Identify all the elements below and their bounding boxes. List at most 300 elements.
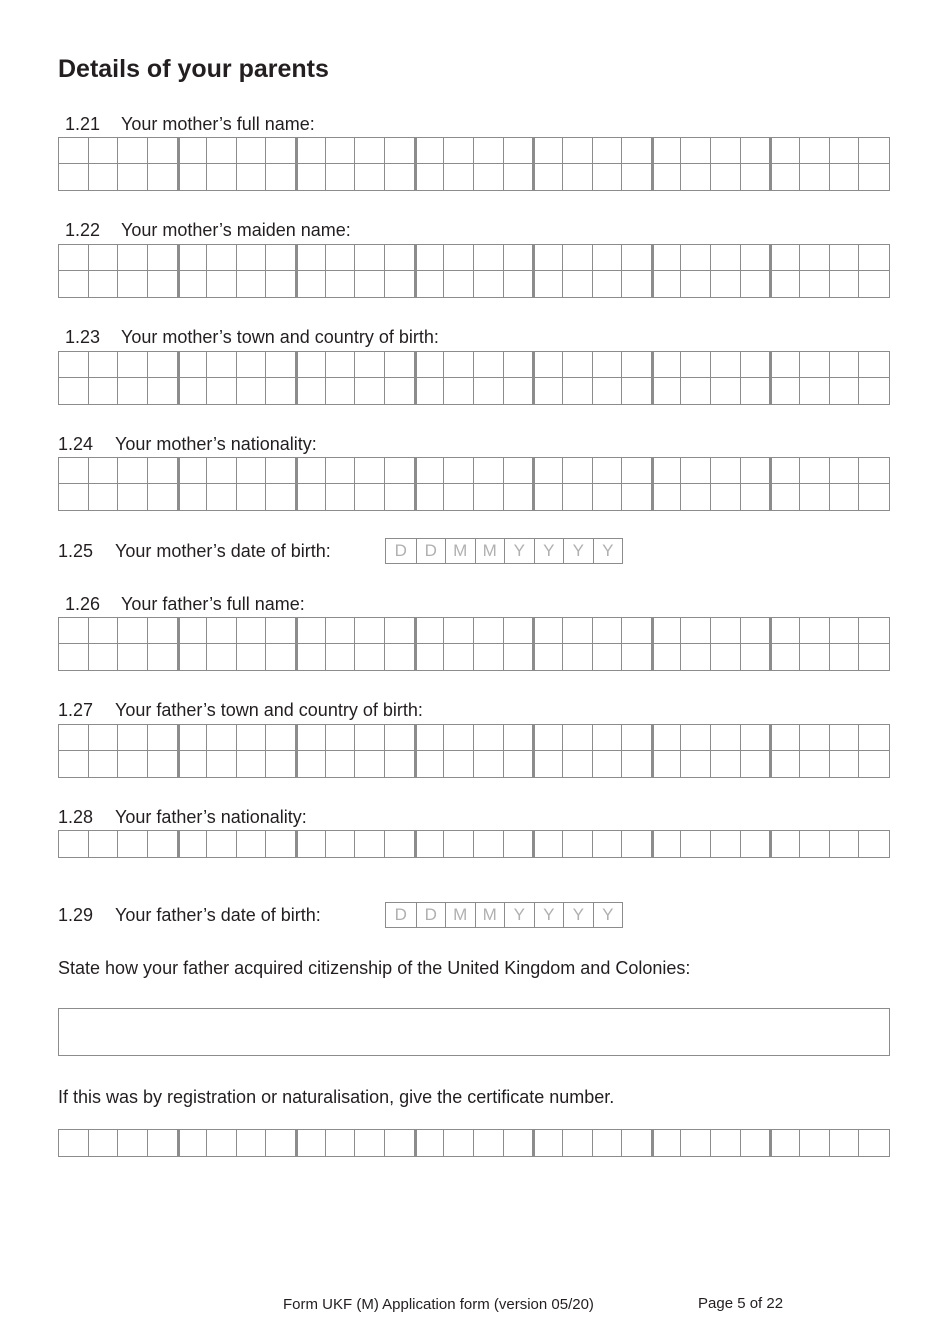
character-box[interactable] [385,271,415,297]
character-box[interactable] [326,644,356,670]
character-box[interactable] [118,271,148,297]
character-box[interactable] [385,725,415,751]
character-box[interactable] [474,831,504,857]
character-box[interactable] [266,164,296,190]
character-box[interactable] [415,458,445,484]
character-box[interactable] [711,751,741,777]
character-box[interactable] [296,644,326,670]
character-box[interactable] [563,644,593,670]
character-box[interactable] [118,484,148,510]
character-box[interactable] [622,164,652,190]
character-box[interactable] [800,164,830,190]
character-box[interactable] [207,644,237,670]
character-box[interactable] [563,138,593,164]
character-box[interactable] [148,164,178,190]
character-box[interactable] [593,458,623,484]
character-box[interactable] [59,164,89,190]
character-box[interactable] [830,1130,860,1156]
character-box[interactable] [830,378,860,404]
character-box[interactable] [681,751,711,777]
character-box[interactable] [533,725,563,751]
character-box[interactable] [415,618,445,644]
character-box[interactable] [148,271,178,297]
character-box[interactable] [59,138,89,164]
character-box[interactable] [622,618,652,644]
character-box[interactable] [326,164,356,190]
character-box[interactable] [59,618,89,644]
character-box[interactable] [622,751,652,777]
date-digit-box[interactable]: D [416,903,446,927]
character-box[interactable] [207,245,237,271]
character-box[interactable] [326,618,356,644]
character-box[interactable] [681,725,711,751]
character-box[interactable] [711,831,741,857]
character-box[interactable] [148,378,178,404]
character-box[interactable] [59,644,89,670]
character-box[interactable] [741,378,771,404]
character-box[interactable] [622,245,652,271]
character-box[interactable] [504,751,534,777]
character-box[interactable] [237,751,267,777]
character-box[interactable] [622,271,652,297]
character-box[interactable] [415,831,445,857]
character-box[interactable] [266,484,296,510]
character-box[interactable] [415,245,445,271]
character-box[interactable] [563,458,593,484]
character-box[interactable] [859,831,889,857]
character-box[interactable] [593,644,623,670]
character-box[interactable] [355,484,385,510]
character-box[interactable] [800,245,830,271]
character-box[interactable] [504,138,534,164]
character-box[interactable] [296,138,326,164]
character-box[interactable] [593,618,623,644]
character-box[interactable] [237,271,267,297]
character-box[interactable] [178,458,208,484]
character-box[interactable] [770,725,800,751]
character-box[interactable] [681,164,711,190]
character-box[interactable] [444,138,474,164]
date-digit-box[interactable]: Y [593,903,623,927]
character-box[interactable] [859,245,889,271]
character-box[interactable] [800,458,830,484]
character-box[interactable] [266,245,296,271]
character-box[interactable] [770,644,800,670]
character-box[interactable] [681,271,711,297]
character-box[interactable] [415,164,445,190]
character-box[interactable] [533,245,563,271]
character-box[interactable] [533,618,563,644]
character-box[interactable] [770,378,800,404]
character-box[interactable] [652,751,682,777]
character-box[interactable] [444,725,474,751]
character-box[interactable] [148,245,178,271]
character-box[interactable] [681,138,711,164]
character-box[interactable] [118,352,148,378]
character-box[interactable] [741,484,771,510]
character-box[interactable] [266,352,296,378]
character-box[interactable] [711,618,741,644]
character-box[interactable] [711,1130,741,1156]
character-box[interactable] [593,271,623,297]
mother-full-name-grid[interactable] [58,137,890,191]
character-box[interactable] [148,725,178,751]
character-box[interactable] [474,271,504,297]
character-box[interactable] [474,164,504,190]
character-box[interactable] [800,618,830,644]
character-box[interactable] [444,245,474,271]
character-box[interactable] [385,618,415,644]
character-box[interactable] [800,725,830,751]
character-box[interactable] [326,352,356,378]
character-box[interactable] [266,458,296,484]
character-box[interactable] [563,618,593,644]
character-box[interactable] [681,1130,711,1156]
character-box[interactable] [770,458,800,484]
character-box[interactable] [770,831,800,857]
character-box[interactable] [266,138,296,164]
character-box[interactable] [859,618,889,644]
character-box[interactable] [859,725,889,751]
character-box[interactable] [266,1130,296,1156]
character-box[interactable] [207,1130,237,1156]
character-box[interactable] [533,271,563,297]
date-digit-box[interactable]: Y [593,539,623,563]
character-box[interactable] [830,751,860,777]
character-box[interactable] [89,1130,119,1156]
character-box[interactable] [859,138,889,164]
character-box[interactable] [148,352,178,378]
character-box[interactable] [859,1130,889,1156]
mother-maiden-name-grid[interactable] [58,244,890,298]
character-box[interactable] [178,1130,208,1156]
character-box[interactable] [533,458,563,484]
character-box[interactable] [326,831,356,857]
character-box[interactable] [385,164,415,190]
character-box[interactable] [741,725,771,751]
character-box[interactable] [770,138,800,164]
character-box[interactable] [59,1130,89,1156]
character-box[interactable] [563,378,593,404]
character-box[interactable] [385,245,415,271]
character-box[interactable] [681,484,711,510]
character-box[interactable] [474,484,504,510]
character-box[interactable] [593,831,623,857]
character-box[interactable] [148,1130,178,1156]
character-box[interactable] [89,618,119,644]
character-box[interactable] [593,378,623,404]
character-box[interactable] [326,484,356,510]
character-box[interactable] [770,618,800,644]
character-box[interactable] [711,725,741,751]
character-box[interactable] [800,378,830,404]
character-box[interactable] [178,352,208,378]
character-box[interactable] [266,644,296,670]
character-box[interactable] [355,352,385,378]
character-box[interactable] [385,644,415,670]
date-digit-box[interactable]: Y [563,539,593,563]
character-box[interactable] [59,378,89,404]
character-box[interactable] [770,1130,800,1156]
character-box[interactable] [800,484,830,510]
character-box[interactable] [741,1130,771,1156]
character-box[interactable] [859,484,889,510]
father-birthplace-grid[interactable] [58,724,890,778]
character-box[interactable] [415,484,445,510]
character-box[interactable] [266,271,296,297]
character-box[interactable] [148,484,178,510]
character-box[interactable] [681,644,711,670]
character-box[interactable] [89,138,119,164]
character-box[interactable] [296,831,326,857]
character-box[interactable] [800,1130,830,1156]
character-box[interactable] [563,831,593,857]
character-box[interactable] [415,352,445,378]
character-box[interactable] [830,138,860,164]
character-box[interactable] [237,618,267,644]
character-box[interactable] [652,831,682,857]
date-digit-box[interactable]: D [394,905,407,924]
character-box[interactable] [859,751,889,777]
character-box[interactable] [89,484,119,510]
character-box[interactable] [296,458,326,484]
character-box[interactable] [563,484,593,510]
character-box[interactable] [741,831,771,857]
character-box[interactable] [533,751,563,777]
character-box[interactable] [89,352,119,378]
character-box[interactable] [681,831,711,857]
character-box[interactable] [326,245,356,271]
character-box[interactable] [59,245,89,271]
character-box[interactable] [474,1130,504,1156]
character-box[interactable] [652,164,682,190]
character-box[interactable] [326,378,356,404]
character-box[interactable] [355,164,385,190]
character-box[interactable] [474,245,504,271]
character-box[interactable] [474,618,504,644]
character-box[interactable] [741,245,771,271]
character-box[interactable] [444,618,474,644]
character-box[interactable] [563,271,593,297]
character-box[interactable] [504,1130,534,1156]
character-box[interactable] [681,245,711,271]
character-box[interactable] [741,271,771,297]
character-box[interactable] [178,245,208,271]
character-box[interactable] [474,644,504,670]
character-box[interactable] [474,378,504,404]
character-box[interactable] [444,644,474,670]
character-box[interactable] [504,458,534,484]
character-box[interactable] [504,271,534,297]
character-box[interactable] [237,352,267,378]
character-box[interactable] [385,751,415,777]
character-box[interactable] [504,378,534,404]
date-digit-box[interactable]: M [475,903,505,927]
character-box[interactable] [622,378,652,404]
character-box[interactable] [237,245,267,271]
character-box[interactable] [326,1130,356,1156]
character-box[interactable] [326,725,356,751]
character-box[interactable] [207,164,237,190]
character-box[interactable] [207,484,237,510]
character-box[interactable] [118,245,148,271]
character-box[interactable] [474,352,504,378]
character-box[interactable] [148,644,178,670]
character-box[interactable] [207,352,237,378]
character-box[interactable] [622,725,652,751]
character-box[interactable] [296,378,326,404]
character-box[interactable] [118,138,148,164]
date-digit-box[interactable]: D [416,539,446,563]
character-box[interactable] [237,164,267,190]
character-box[interactable] [533,164,563,190]
character-box[interactable] [148,618,178,644]
character-box[interactable] [652,618,682,644]
character-box[interactable] [118,1130,148,1156]
character-box[interactable] [711,164,741,190]
character-box[interactable] [148,458,178,484]
character-box[interactable] [178,751,208,777]
character-box[interactable] [830,484,860,510]
character-box[interactable] [830,618,860,644]
character-box[interactable] [593,352,623,378]
character-box[interactable] [415,725,445,751]
character-box[interactable] [355,458,385,484]
character-box[interactable] [830,725,860,751]
character-box[interactable] [326,751,356,777]
character-box[interactable] [741,352,771,378]
character-box[interactable] [563,352,593,378]
character-box[interactable] [118,725,148,751]
character-box[interactable] [859,458,889,484]
character-box[interactable] [444,484,474,510]
character-box[interactable] [711,138,741,164]
character-box[interactable] [711,271,741,297]
character-box[interactable] [326,458,356,484]
character-box[interactable] [563,1130,593,1156]
character-box[interactable] [563,245,593,271]
character-box[interactable] [504,352,534,378]
date-digit-box[interactable]: Y [504,539,534,563]
character-box[interactable] [593,245,623,271]
father-nationality-grid[interactable] [58,830,890,858]
character-box[interactable] [474,751,504,777]
character-box[interactable] [178,831,208,857]
character-box[interactable] [830,164,860,190]
date-digit-box[interactable]: Y [563,903,593,927]
character-box[interactable] [266,831,296,857]
character-box[interactable] [444,271,474,297]
character-box[interactable] [178,164,208,190]
mother-birthplace-grid[interactable] [58,351,890,405]
character-box[interactable] [800,751,830,777]
character-box[interactable] [237,484,267,510]
character-box[interactable] [741,458,771,484]
character-box[interactable] [355,831,385,857]
character-box[interactable] [89,245,119,271]
character-box[interactable] [504,164,534,190]
character-box[interactable] [385,352,415,378]
character-box[interactable] [474,138,504,164]
character-box[interactable] [770,484,800,510]
character-box[interactable] [830,271,860,297]
character-box[interactable] [178,644,208,670]
character-box[interactable] [326,271,356,297]
character-box[interactable] [800,138,830,164]
character-box[interactable] [148,831,178,857]
character-box[interactable] [385,831,415,857]
date-digit-box[interactable]: Y [534,903,564,927]
character-box[interactable] [622,138,652,164]
date-digit-box[interactable]: M [445,903,475,927]
date-digit-box[interactable]: M [475,539,505,563]
character-box[interactable] [207,831,237,857]
character-box[interactable] [178,725,208,751]
character-box[interactable] [118,831,148,857]
character-box[interactable] [207,618,237,644]
character-box[interactable] [207,751,237,777]
date-digit-box[interactable]: Y [534,539,564,563]
character-box[interactable] [415,751,445,777]
date-digit-box[interactable]: Y [504,903,534,927]
character-box[interactable] [355,725,385,751]
character-box[interactable] [118,618,148,644]
character-box[interactable] [859,271,889,297]
character-box[interactable] [444,378,474,404]
character-box[interactable] [859,352,889,378]
character-box[interactable] [237,138,267,164]
character-box[interactable] [652,138,682,164]
character-box[interactable] [652,484,682,510]
father-dob-input[interactable] [385,902,623,928]
character-box[interactable] [770,245,800,271]
character-box[interactable] [444,751,474,777]
character-box[interactable] [385,458,415,484]
character-box[interactable] [59,352,89,378]
character-box[interactable] [385,1130,415,1156]
character-box[interactable] [741,138,771,164]
character-box[interactable] [504,725,534,751]
character-box[interactable] [652,725,682,751]
character-box[interactable] [178,271,208,297]
character-box[interactable] [355,644,385,670]
character-box[interactable] [355,245,385,271]
character-box[interactable] [444,831,474,857]
character-box[interactable] [296,725,326,751]
character-box[interactable] [178,138,208,164]
character-box[interactable] [237,1130,267,1156]
character-box[interactable] [741,644,771,670]
character-box[interactable] [89,751,119,777]
mother-dob-input[interactable] [385,538,623,564]
character-box[interactable] [59,831,89,857]
character-box[interactable] [593,164,623,190]
character-box[interactable] [741,164,771,190]
character-box[interactable] [563,164,593,190]
character-box[interactable] [504,644,534,670]
character-box[interactable] [741,751,771,777]
character-box[interactable] [118,644,148,670]
character-box[interactable] [800,831,830,857]
character-box[interactable] [237,458,267,484]
character-box[interactable] [355,138,385,164]
character-box[interactable] [741,618,771,644]
character-box[interactable] [296,751,326,777]
character-box[interactable] [800,271,830,297]
character-box[interactable] [207,271,237,297]
character-box[interactable] [296,245,326,271]
character-box[interactable] [266,378,296,404]
